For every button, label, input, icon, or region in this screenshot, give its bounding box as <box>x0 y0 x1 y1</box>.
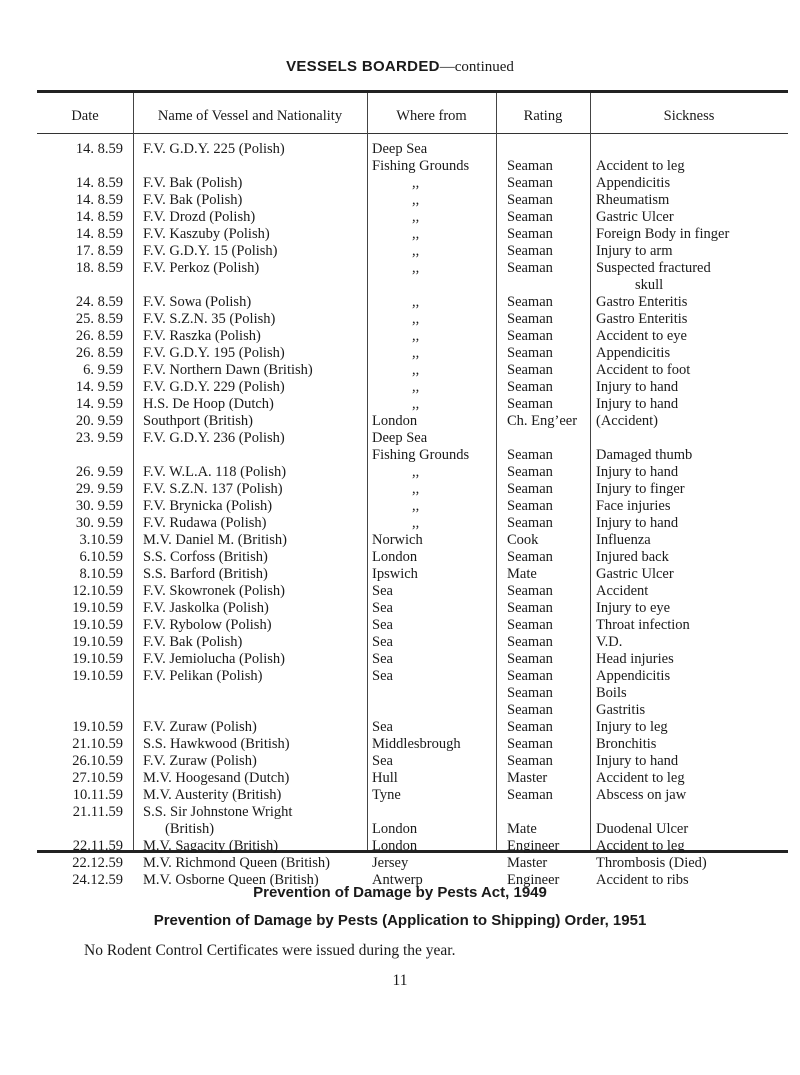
cell-vessel: F.V. Northern Dawn (British) <box>143 362 313 378</box>
cell-sickness: Accident to foot <box>596 362 691 378</box>
cell-sickness: Accident to leg <box>596 838 685 854</box>
cell-date: 14. 9.59 <box>75 396 123 412</box>
cell-from: ,, <box>412 498 420 514</box>
cell-from: ,, <box>412 294 420 310</box>
cell-from: ,, <box>412 311 420 327</box>
cell-date: 14. 8.59 <box>75 141 123 157</box>
cell-from: London <box>372 821 418 837</box>
cell-from: Jersey <box>372 855 409 871</box>
cell-sickness: Appendicitis <box>596 175 671 191</box>
cell-date: 17. 8.59 <box>75 243 123 259</box>
cell-date: 12.10.59 <box>72 583 123 599</box>
cell-date: 19.10.59 <box>72 651 123 667</box>
cell-from: ,, <box>412 209 420 225</box>
cell-date: 26. 8.59 <box>75 328 123 344</box>
cell-rating: Seaman <box>507 634 553 650</box>
cell-date: 6. 9.59 <box>83 362 123 378</box>
cell-sickness: Rheumatism <box>596 192 670 208</box>
header-rating: Rating <box>523 108 563 124</box>
cell-date: 6.10.59 <box>79 549 123 565</box>
cell-date: 26. 8.59 <box>75 345 123 361</box>
header-sickness: Sickness <box>663 108 715 124</box>
cell-date: 3.10.59 <box>79 532 123 548</box>
cell-date: 30. 9.59 <box>75 498 123 514</box>
column-divider <box>133 93 134 850</box>
cell-vessel: (British) <box>165 821 215 837</box>
cell-rating: Seaman <box>507 736 553 752</box>
cell-rating: Seaman <box>507 685 553 701</box>
cell-sickness: Suspected fractured <box>596 260 711 276</box>
cell-rating: Seaman <box>507 175 553 191</box>
cell-rating: Seaman <box>507 379 553 395</box>
cell-date: 14. 9.59 <box>75 379 123 395</box>
cell-vessel: M.V. Hoogesand (Dutch) <box>143 770 290 786</box>
cell-vessel: M.V. Richmond Queen (British) <box>143 855 331 871</box>
cell-sickness: Throat infection <box>596 617 690 633</box>
cell-vessel: F.V. S.Z.N. 35 (Polish) <box>143 311 276 327</box>
cell-sickness: Accident to ribs <box>596 872 689 888</box>
cell-sickness: Face injuries <box>596 498 671 514</box>
title-suffix: —continued <box>439 59 514 75</box>
cell-date: 14. 8.59 <box>75 226 123 242</box>
cell-vessel: S.S. Barford (British) <box>143 566 268 582</box>
cell-vessel: F.V. Rudawa (Polish) <box>143 515 267 531</box>
footer-note: No Rodent Control Certificates were issued during the year. <box>84 942 456 959</box>
cell-from: ,, <box>412 243 420 259</box>
header-vessel: Name of Vessel and Nationality <box>157 108 343 124</box>
cell-from: ,, <box>412 328 420 344</box>
cell-vessel: S.S. Corfoss (British) <box>143 549 268 565</box>
cell-sickness: Gastritis <box>596 702 646 718</box>
cell-sickness: skull <box>635 277 664 293</box>
cell-date: 10.11.59 <box>72 787 123 803</box>
cell-date: 27.10.59 <box>72 770 123 786</box>
cell-sickness: Injury to finger <box>596 481 685 497</box>
cell-sickness: Boils <box>596 685 627 701</box>
cell-rating: Seaman <box>507 447 553 463</box>
cell-vessel: F.V. Brynicka (Polish) <box>143 498 273 514</box>
cell-date: 19.10.59 <box>72 719 123 735</box>
cell-sickness: Injury to leg <box>596 719 668 735</box>
cell-from: Sea <box>372 600 393 616</box>
title-main: VESSELS BOARDED <box>286 58 440 75</box>
cell-from: ,, <box>412 175 420 191</box>
cell-rating: Seaman <box>507 226 553 242</box>
cell-vessel: F.V. Bak (Polish) <box>143 192 243 208</box>
cell-date: 25. 8.59 <box>75 311 123 327</box>
cell-rating: Seaman <box>507 651 553 667</box>
cell-rating: Seaman <box>507 209 553 225</box>
cell-sickness: Injury to hand <box>596 515 679 531</box>
page-title <box>0 58 800 76</box>
cell-vessel: F.V. Raszka (Polish) <box>143 328 261 344</box>
cell-vessel: Southport (British) <box>143 413 253 429</box>
cell-rating: Seaman <box>507 158 553 174</box>
cell-vessel: S.S. Hawkwood (British) <box>143 736 290 752</box>
cell-vessel: F.V. Jemiolucha (Polish) <box>143 651 285 667</box>
cell-from: Norwich <box>372 532 423 548</box>
cell-rating: Mate <box>507 821 537 837</box>
cell-vessel: M.V. Austerity (British) <box>143 787 282 803</box>
cell-from: Sea <box>372 753 393 769</box>
cell-from: Deep Sea <box>372 430 428 446</box>
cell-rating: Engineer <box>507 838 560 854</box>
cell-sickness: Gastric Ulcer <box>596 209 674 225</box>
cell-vessel: F.V. Sowa (Polish) <box>143 294 252 310</box>
cell-sickness: Accident to leg <box>596 158 685 174</box>
table-top-rule <box>37 90 788 93</box>
cell-date: 14. 8.59 <box>75 209 123 225</box>
cell-from: ,, <box>412 260 420 276</box>
cell-rating: Seaman <box>507 362 553 378</box>
cell-from: ,, <box>412 481 420 497</box>
cell-date: 8.10.59 <box>79 566 123 582</box>
cell-from: Sea <box>372 719 393 735</box>
cell-sickness: V.D. <box>596 634 623 650</box>
cell-vessel: F.V. G.D.Y. 15 (Polish) <box>143 243 278 259</box>
cell-date: 21.11.59 <box>72 804 123 820</box>
cell-date: 24. 8.59 <box>75 294 123 310</box>
cell-from: Fishing Grounds <box>372 447 470 463</box>
cell-date: 22.12.59 <box>72 855 123 871</box>
cell-sickness: Accident <box>596 583 649 599</box>
cell-vessel: F.V. G.D.Y. 236 (Polish) <box>143 430 285 446</box>
cell-vessel: F.V. Bak (Polish) <box>143 175 243 191</box>
cell-sickness: Injury to hand <box>596 753 679 769</box>
cell-rating: Master <box>507 855 548 871</box>
cell-rating: Seaman <box>507 702 553 718</box>
footer-heading-act: Prevention of Damage by Pests Act, 1949 <box>253 884 547 901</box>
cell-from: ,, <box>412 464 420 480</box>
cell-vessel: F.V. Zuraw (Polish) <box>143 753 257 769</box>
cell-date: 23. 9.59 <box>75 430 123 446</box>
cell-sickness: Appendicitis <box>596 345 671 361</box>
cell-from: Fishing Grounds <box>372 158 470 174</box>
cell-from: Sea <box>372 634 393 650</box>
cell-rating: Seaman <box>507 328 553 344</box>
cell-date: 19.10.59 <box>72 617 123 633</box>
cell-rating: Seaman <box>507 294 553 310</box>
cell-sickness: Accident to leg <box>596 770 685 786</box>
cell-sickness: Gastro Enteritis <box>596 311 688 327</box>
cell-vessel: M.V. Osborne Queen (British) <box>143 872 319 888</box>
cell-date: 30. 9.59 <box>75 515 123 531</box>
cell-from: ,, <box>412 192 420 208</box>
cell-sickness: Injury to hand <box>596 379 679 395</box>
cell-rating: Seaman <box>507 583 553 599</box>
cell-from: ,, <box>412 515 420 531</box>
cell-rating: Seaman <box>507 719 553 735</box>
cell-rating: Seaman <box>507 464 553 480</box>
cell-from: Ipswich <box>372 566 418 582</box>
cell-sickness: Injury to hand <box>596 396 679 412</box>
cell-sickness: Injured back <box>596 549 669 565</box>
cell-vessel: F.V. W.L.A. 118 (Polish) <box>143 464 287 480</box>
cell-rating: Seaman <box>507 345 553 361</box>
cell-rating: Seaman <box>507 243 553 259</box>
cell-rating: Seaman <box>507 600 553 616</box>
cell-date: 19.10.59 <box>72 600 123 616</box>
cell-date: 20. 9.59 <box>75 413 123 429</box>
cell-from: Sea <box>372 651 393 667</box>
cell-date: 22.11.59 <box>72 838 123 854</box>
cell-date: 19.10.59 <box>72 634 123 650</box>
cell-rating: Seaman <box>507 481 553 497</box>
cell-vessel: F.V. Zuraw (Polish) <box>143 719 257 735</box>
cell-from: ,, <box>412 345 420 361</box>
column-divider <box>367 93 368 850</box>
cell-from: ,, <box>412 362 420 378</box>
cell-vessel: F.V. Skowronek (Polish) <box>143 583 285 599</box>
cell-sickness: Gastric Ulcer <box>596 566 674 582</box>
cell-rating: Ch. Eng’eer <box>507 413 578 429</box>
cell-from: Antwerp <box>372 872 423 888</box>
cell-rating: Seaman <box>507 311 553 327</box>
cell-vessel: F.V. Jaskolka (Polish) <box>143 600 269 616</box>
cell-rating: Seaman <box>507 549 553 565</box>
cell-date: 14. 8.59 <box>75 192 123 208</box>
cell-sickness: Injury to arm <box>596 243 673 259</box>
table-header-rule <box>37 133 788 134</box>
cell-sickness: Abscess on jaw <box>596 787 687 803</box>
cell-rating: Master <box>507 770 548 786</box>
cell-sickness: Injury to hand <box>596 464 679 480</box>
cell-rating: Seaman <box>507 396 553 412</box>
cell-from: London <box>372 838 418 854</box>
cell-sickness: Head injuries <box>596 651 674 667</box>
cell-sickness: Duodenal Ulcer <box>596 821 689 837</box>
cell-from: Sea <box>372 583 393 599</box>
cell-date: 26. 9.59 <box>75 464 123 480</box>
cell-from: ,, <box>412 396 420 412</box>
cell-vessel: F.V. Perkoz (Polish) <box>143 260 260 276</box>
cell-vessel: F.V. G.D.Y. 229 (Polish) <box>143 379 285 395</box>
cell-rating: Seaman <box>507 753 553 769</box>
cell-rating: Seaman <box>507 617 553 633</box>
cell-from: Tyne <box>372 787 401 803</box>
cell-rating: Cook <box>507 532 539 548</box>
cell-vessel: F.V. Bak (Polish) <box>143 634 243 650</box>
cell-from: Deep Sea <box>372 141 428 157</box>
cell-date: 21.10.59 <box>72 736 123 752</box>
cell-vessel: F.V. S.Z.N. 137 (Polish) <box>143 481 283 497</box>
cell-sickness: Injury to eye <box>596 600 671 616</box>
cell-sickness: Accident to eye <box>596 328 687 344</box>
header-date: Date <box>71 108 99 124</box>
cell-vessel: M.V. Sagacity (British) <box>143 838 279 854</box>
cell-sickness: Appendicitis <box>596 668 671 684</box>
cell-from: Sea <box>372 668 393 684</box>
cell-vessel: F.V. Kaszuby (Polish) <box>143 226 270 242</box>
cell-from: ,, <box>412 226 420 242</box>
cell-vessel: F.V. Rybolow (Polish) <box>143 617 272 633</box>
page-number: 11 <box>392 972 408 989</box>
cell-vessel: S.S. Sir Johnstone Wright <box>143 804 293 820</box>
cell-vessel: H.S. De Hoop (Dutch) <box>143 396 274 412</box>
column-divider <box>496 93 497 850</box>
cell-from: Sea <box>372 617 393 633</box>
cell-from: London <box>372 549 418 565</box>
column-divider <box>590 93 591 850</box>
cell-date: 18. 8.59 <box>75 260 123 276</box>
cell-rating: Seaman <box>507 668 553 684</box>
cell-sickness: Damaged thumb <box>596 447 693 463</box>
header-from: Where from <box>396 108 467 124</box>
cell-sickness: Influenza <box>596 532 651 548</box>
cell-sickness: Gastro Enteritis <box>596 294 688 310</box>
cell-from: ,, <box>412 379 420 395</box>
cell-date: 14. 8.59 <box>75 175 123 191</box>
cell-date: 29. 9.59 <box>75 481 123 497</box>
cell-rating: Seaman <box>507 260 553 276</box>
cell-date: 24.12.59 <box>72 872 123 888</box>
cell-rating: Seaman <box>507 787 553 803</box>
cell-from: Middlesbrough <box>372 736 461 752</box>
cell-date: 19.10.59 <box>72 668 123 684</box>
cell-vessel: F.V. Pelikan (Polish) <box>143 668 263 684</box>
cell-date: 26.10.59 <box>72 753 123 769</box>
cell-sickness: Foreign Body in finger <box>596 226 730 242</box>
cell-rating: Seaman <box>507 192 553 208</box>
cell-rating: Seaman <box>507 498 553 514</box>
cell-vessel: F.V. Drozd (Polish) <box>143 209 256 225</box>
cell-from: Hull <box>372 770 398 786</box>
cell-sickness: (Accident) <box>596 413 658 429</box>
cell-vessel: M.V. Daniel M. (British) <box>143 532 287 548</box>
cell-rating: Mate <box>507 566 537 582</box>
cell-rating: Seaman <box>507 515 553 531</box>
footer-heading-order: Prevention of Damage by Pests (Application to Shipping) Order, 1951 <box>153 912 647 929</box>
cell-vessel: F.V. G.D.Y. 225 (Polish) <box>143 141 285 157</box>
cell-rating: Engineer <box>507 872 560 888</box>
cell-sickness: Bronchitis <box>596 736 657 752</box>
cell-vessel: F.V. G.D.Y. 195 (Polish) <box>143 345 285 361</box>
cell-from: London <box>372 413 418 429</box>
cell-sickness: Thrombosis (Died) <box>596 855 707 871</box>
